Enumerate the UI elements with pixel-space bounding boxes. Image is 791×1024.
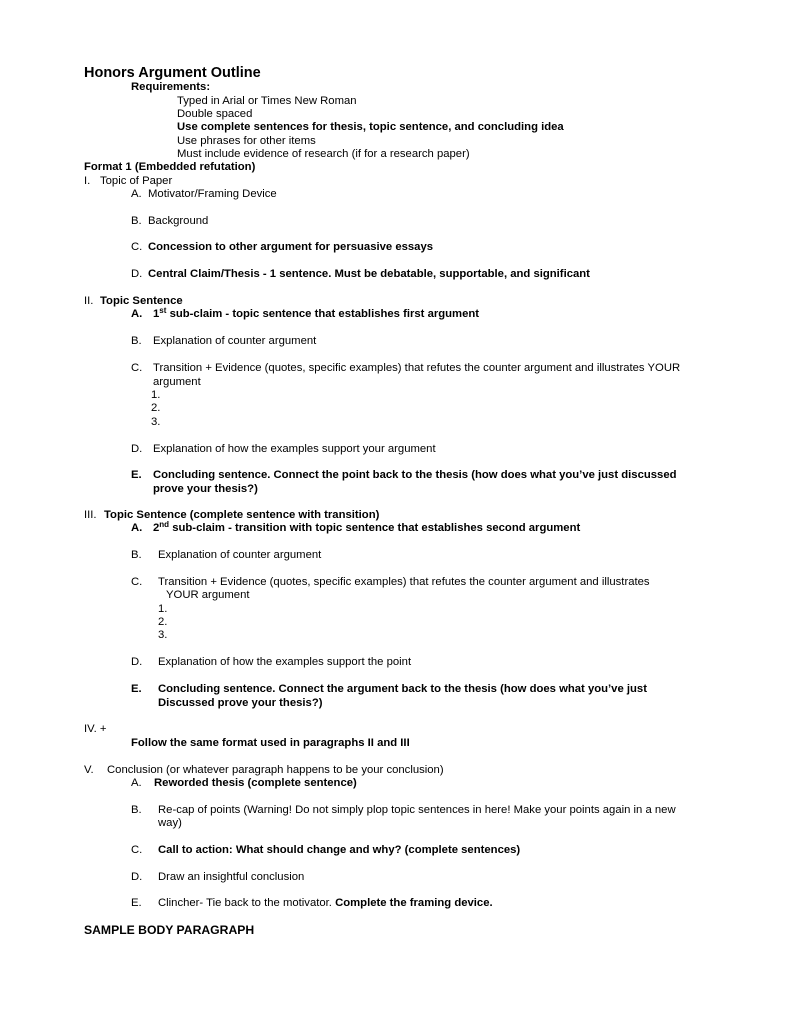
- item-letter: D.: [131, 268, 143, 280]
- item-letter: B.: [131, 804, 142, 816]
- item-letter: B.: [131, 335, 142, 347]
- item-text: [153, 521, 580, 535]
- item-text: [153, 307, 479, 321]
- list-number: 2.: [158, 616, 168, 628]
- requirement-item: Typed in Arial or Times New Roman: [177, 95, 357, 107]
- requirements-heading: Requirements:: [131, 81, 211, 93]
- list-number: 3.: [158, 629, 168, 641]
- item-text: prove your thesis?): [153, 483, 258, 495]
- item-text: Transition + Evidence (quotes, specific examples) that refutes the counter argument and illustrates YOUR: [153, 362, 681, 374]
- item-text: argument: [153, 376, 201, 388]
- item-text: Explanation of how the examples support your argument: [153, 443, 436, 455]
- item-text: way): [158, 817, 182, 829]
- item-letter: A.: [131, 308, 143, 320]
- requirement-item: Double spaced: [177, 108, 253, 120]
- list-number: 1.: [158, 603, 168, 615]
- section-number: II.: [84, 295, 94, 307]
- ordinal-suffix: nd: [159, 520, 170, 529]
- list-number: 1.: [151, 389, 161, 401]
- section-label: Topic Sentence: [100, 295, 183, 307]
- item-text-body: sub-claim - transition with topic sentence that establishes second argument: [172, 522, 581, 534]
- ordinal-suffix: st: [159, 306, 167, 315]
- section-label: Topic Sentence (complete sentence with transition): [104, 509, 380, 521]
- item-letter: E.: [131, 897, 142, 909]
- section-number: V.: [84, 764, 94, 776]
- item-text: Follow the same format used in paragraphs II and III: [131, 737, 410, 749]
- item-text: Concluding sentence. Connect the point back to the thesis (how does what you’ve just discussed: [153, 469, 677, 481]
- item-text: Explanation of counter argument: [158, 549, 322, 561]
- section-label: Conclusion (or whatever paragraph happens to be your conclusion): [107, 764, 444, 776]
- item-text: Call to action: What should change and why? (complete sentences): [158, 844, 521, 856]
- item-letter: C.: [131, 844, 143, 856]
- item-letter: A.: [131, 188, 142, 200]
- section-number: IV. +: [84, 723, 107, 735]
- item-text: [158, 896, 493, 910]
- item-letter: A.: [131, 522, 143, 534]
- item-text: Central Claim/Thesis - 1 sentence. Must be debatable, supportable, and significant: [148, 268, 590, 280]
- section-number: I.: [84, 175, 91, 187]
- list-number: 3.: [151, 416, 161, 428]
- requirement-item: Use phrases for other items: [177, 135, 316, 147]
- item-letter: C.: [131, 576, 143, 588]
- item-letter: E.: [131, 469, 142, 481]
- item-text: Re-cap of points (Warning! Do not simply plop topic sentences in here! Make your points again in a new: [158, 804, 676, 816]
- item-letter: D.: [131, 871, 143, 883]
- item-text-body: sub-claim - topic sentence that establishes first argument: [169, 308, 480, 320]
- document-title: Honors Argument Outline: [84, 65, 261, 81]
- item-text: Concluding sentence. Connect the argument back to the thesis (how does what you’ve just: [158, 683, 647, 695]
- item-text: Draw an insightful conclusion: [158, 871, 305, 883]
- item-letter: D.: [131, 443, 143, 455]
- item-text-emphasis: Complete the framing device.: [335, 897, 493, 909]
- section-number: III.: [84, 509, 97, 521]
- item-text: Explanation of counter argument: [153, 335, 317, 347]
- item-text: Concession to other argument for persuasive essays: [148, 241, 434, 253]
- item-text: Explanation of how the examples support the point: [158, 656, 412, 668]
- ordinal-number: 1: [153, 308, 160, 320]
- item-letter: B.: [131, 549, 142, 561]
- item-text: YOUR argument: [166, 589, 250, 601]
- section-label: Topic of Paper: [100, 175, 173, 187]
- item-letter: A.: [131, 777, 142, 789]
- item-text: Reworded thesis (complete sentence): [154, 777, 357, 789]
- item-letter: C.: [131, 241, 143, 253]
- item-letter: B.: [131, 215, 142, 227]
- ordinal-number: 2: [153, 522, 160, 534]
- item-letter: E.: [131, 683, 142, 695]
- requirement-item: Must include evidence of research (if for a research paper): [177, 148, 470, 160]
- item-text: Discussed prove your thesis?): [158, 697, 323, 709]
- sample-heading: SAMPLE BODY PARAGRAPH: [84, 923, 255, 937]
- item-letter: D.: [131, 656, 143, 668]
- requirement-item: Use complete sentences for thesis, topic sentence, and concluding idea: [177, 121, 564, 133]
- item-text: Transition + Evidence (quotes, specific examples) that refutes the counter argument and illustrates: [158, 576, 650, 588]
- item-text: Background: [148, 215, 209, 227]
- item-text-plain: Clincher- Tie back to the motivator.: [158, 897, 336, 909]
- list-number: 2.: [151, 402, 161, 414]
- item-letter: C.: [131, 362, 143, 374]
- item-text: Motivator/Framing Device: [148, 188, 277, 200]
- format-heading: Format 1 (Embedded refutation): [84, 161, 256, 173]
